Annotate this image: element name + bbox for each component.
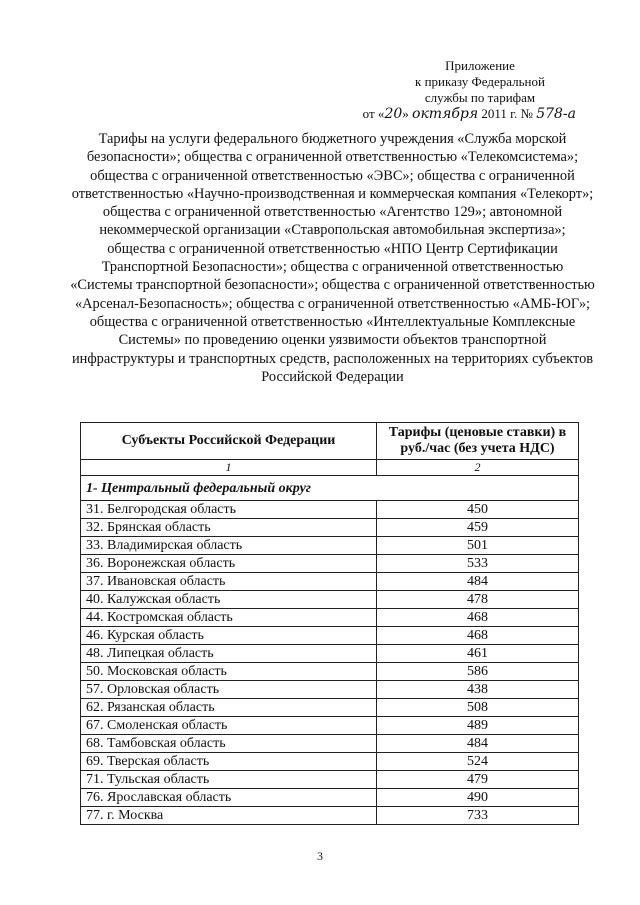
table-row (81, 627, 579, 645)
region-name: 77. г. Москва (81, 807, 377, 825)
appendix-block (360, 58, 600, 122)
table-row (81, 591, 579, 609)
region-name: 44. Костромская область (81, 609, 377, 627)
table-row (81, 771, 579, 789)
tariff-value: 484 (377, 573, 579, 591)
header-subjects: Субъекты Российской Федерации (81, 423, 377, 460)
tariff-value: 478 (377, 591, 579, 609)
tariff-value: 450 (377, 501, 579, 519)
tariff-value: 438 (377, 681, 579, 699)
table-row (81, 699, 579, 717)
region-name: 50. Московская область (81, 663, 377, 681)
date-month-handwritten: октября (412, 106, 479, 122)
region-name: 57. Орловская область (81, 681, 377, 699)
tariff-value: 586 (377, 663, 579, 681)
appendix-label: Приложение (445, 58, 515, 73)
region-name: 69. Тверская область (81, 753, 377, 771)
district-row (81, 476, 579, 501)
table-row (81, 663, 579, 681)
table-header-row (81, 423, 579, 460)
appendix-agency: службы по тарифам (424, 90, 536, 105)
table-row (81, 645, 579, 663)
column-number-row (81, 460, 579, 476)
date-day-handwritten: 20 (384, 106, 403, 122)
tariff-value: 468 (377, 609, 579, 627)
document-title: Тарифы на услуги федерального бюджетного учреждения «Служба морской безопасности»; общества с ограниченной ответственностью «Телекомсистема»; общества с ограниченной ответственностью «ЭВС»; общества с ограниченной ответственностью «Научно-производственная и коммерческая компания «Телекорт»; общества с ограниченной ответственностью «Агентство 129»; автономной некоммерческой организации «Ставропольская автомобильная экспертиза»; общества с ограниченной ответственностью «НПО Центр Сертификации Транспортной Безопасности»; общества с ограниченной ответственностью «Системы транспортной безопасности»; общества с ограниченной ответственностью «Арсенал-Безопасность»; общества с ограниченной ответственностью «АМБ-ЮГ»; общества с ограниченной ответственностью «Интеллектуальные Комплексные Системы» по проведению оценки уязвимости объектов транспортной инфраструктуры и транспортных средств, расположенных на территориях субъектов Российской Федерации (70, 131, 595, 385)
page-number: 3 (317, 849, 323, 863)
table-row (81, 753, 579, 771)
tariff-value: 524 (377, 753, 579, 771)
region-name: 40. Калужская область (81, 591, 377, 609)
tariff-value: 459 (377, 519, 579, 537)
appendix-date-line (360, 106, 600, 122)
region-name: 48. Липецкая область (81, 645, 377, 663)
table-row (81, 681, 579, 699)
tariff-value: 484 (377, 735, 579, 753)
district-name: 1- Центральный федеральный округ (81, 476, 579, 501)
tariff-value: 533 (377, 555, 579, 573)
table-row (81, 609, 579, 627)
table-row (81, 717, 579, 735)
tariff-table (80, 422, 579, 825)
region-name: 71. Тульская область (81, 771, 377, 789)
region-name: 68. Тамбовская область (81, 735, 377, 753)
table-row (81, 735, 579, 753)
region-name: 76. Ярославская область (81, 789, 377, 807)
tariff-value: 489 (377, 717, 579, 735)
tariff-value: 733 (377, 807, 579, 825)
table-row (81, 573, 579, 591)
date-suffix: 2011 г. № (478, 106, 533, 121)
table-row (81, 519, 579, 537)
tariff-value: 508 (377, 699, 579, 717)
region-name: 31. Белгородская область (81, 501, 377, 519)
region-name: 62. Рязанская область (81, 699, 377, 717)
column-number-2: 2 (377, 460, 579, 476)
date-sep: » (402, 106, 413, 121)
tariff-value: 490 (377, 789, 579, 807)
tariff-value: 501 (377, 537, 579, 555)
region-name: 33. Владимирская область (81, 537, 377, 555)
tariff-value: 461 (377, 645, 579, 663)
date-prefix: от « (362, 106, 385, 121)
table-row (81, 807, 579, 825)
tariff-value: 479 (377, 771, 579, 789)
region-name: 37. Ивановская область (81, 573, 377, 591)
column-number-1: 1 (81, 460, 377, 476)
tariff-value: 468 (377, 627, 579, 645)
table-row (81, 501, 579, 519)
region-name: 36. Воронежская область (81, 555, 377, 573)
header-tariffs: Тарифы (ценовые ставки) в руб./час (без учета НДС) (377, 423, 579, 460)
region-name: 67. Смоленская область (81, 717, 377, 735)
region-name: 46. Курская область (81, 627, 377, 645)
order-number-handwritten: 578-а (536, 106, 576, 122)
table-row (81, 555, 579, 573)
region-name: 32. Брянская область (81, 519, 377, 537)
table-row (81, 537, 579, 555)
table-row (81, 789, 579, 807)
appendix-order-ref: к приказу Федеральной (415, 74, 545, 89)
